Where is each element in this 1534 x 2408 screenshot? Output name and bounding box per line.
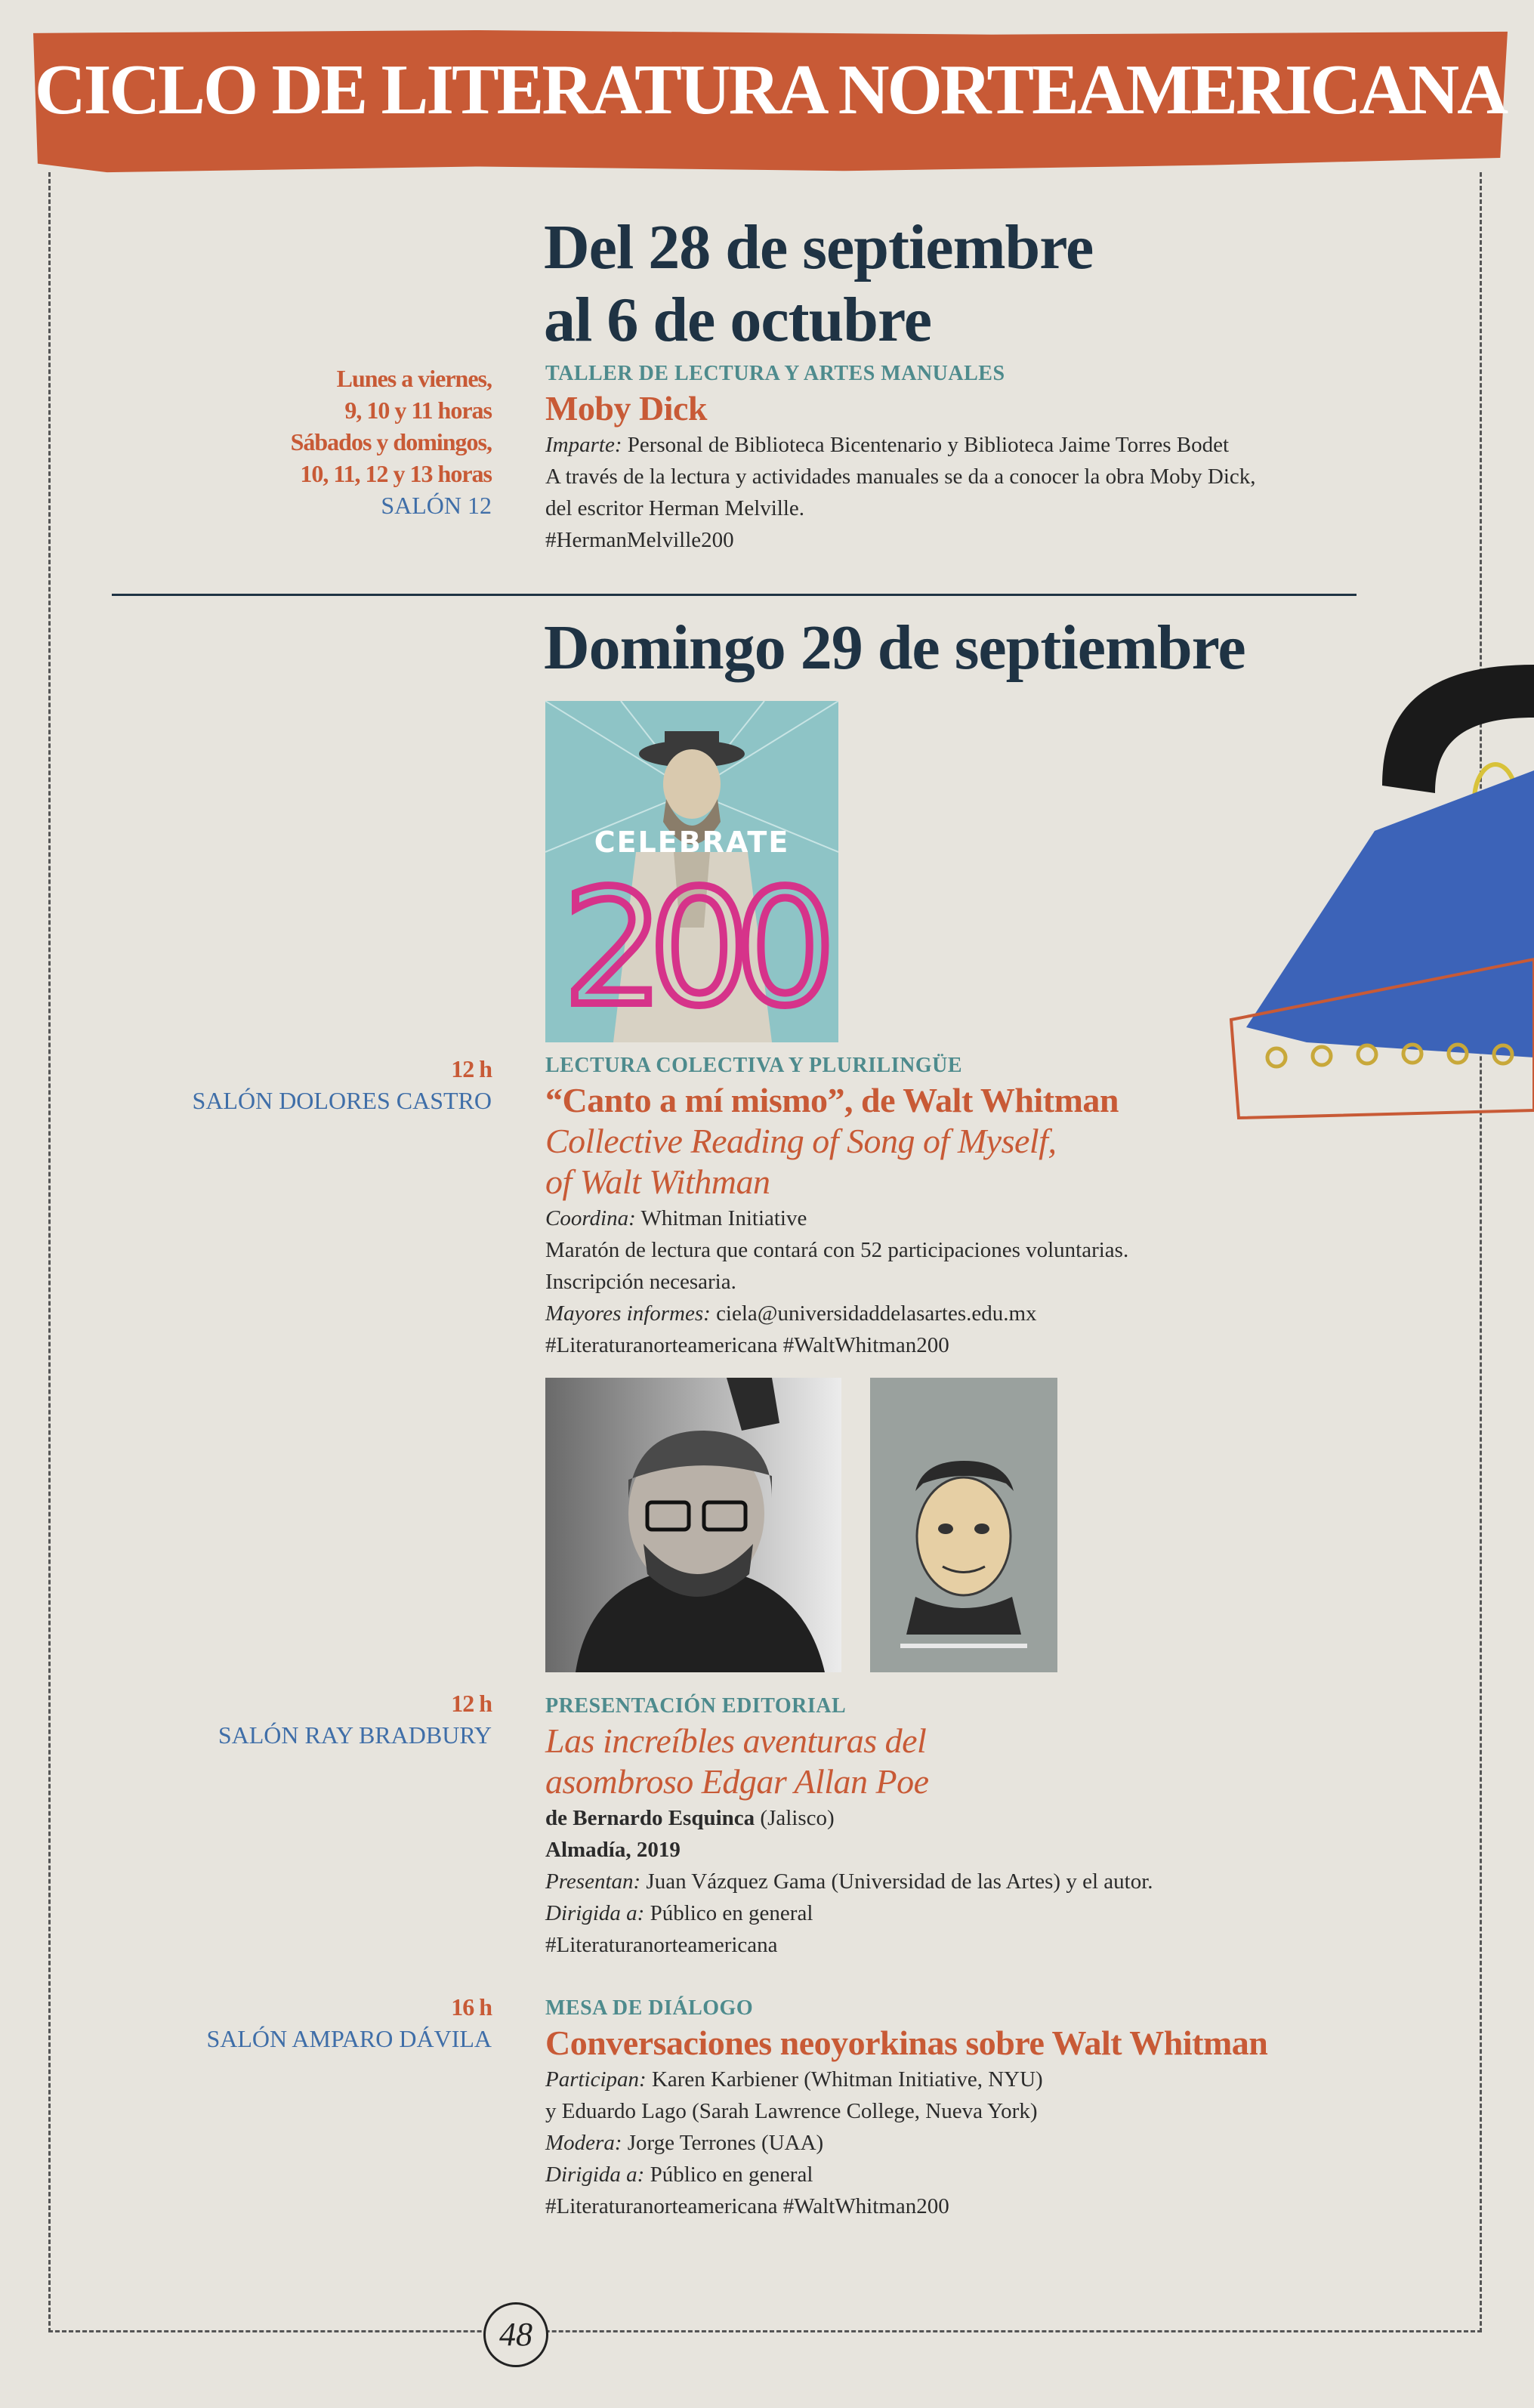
- event-description: del escritor Herman Melville.: [545, 496, 805, 520]
- event-publisher: Almadía, 2019: [545, 1838, 681, 1862]
- event-description: Inscripción necesaria.: [545, 1270, 736, 1294]
- book-cover-poe: [870, 1378, 1057, 1672]
- date-line-2: al 6 de octubre: [544, 285, 932, 355]
- event-participan: Participan: Karen Karbiener (Whitman Initiative, NYU): [545, 2067, 1043, 2092]
- event-imparte: Imparte: Personal de Biblioteca Bicentenario y Biblioteca Jaime Torres Bodet: [545, 433, 1230, 457]
- room-label: SALÓN AMPARO DÁVILA: [206, 2025, 492, 2052]
- section-divider: [112, 594, 1357, 596]
- schedule-line: 9, 10 y 11 horas: [344, 397, 492, 424]
- whitman-celebrate-poster: [545, 701, 838, 1042]
- schedule-line: 10, 11, 12 y 13 horas: [300, 460, 492, 487]
- date-heading-2: Domingo 29 de septiembre: [544, 613, 1245, 683]
- event-audience: Dirigida a: Público en general: [545, 1901, 813, 1925]
- author-photo: [545, 1378, 841, 1672]
- event-author: de Bernardo Esquinca (Jalisco): [545, 1806, 835, 1830]
- event-audience: Dirigida a: Público en general: [545, 2163, 813, 2187]
- event-title: Las increíbles aventuras del: [545, 1721, 927, 1760]
- event-moby-dick: [545, 360, 1482, 556]
- schedule-block-4: [69, 1991, 492, 2055]
- schedule-line: Sábados y domingos,: [290, 428, 492, 455]
- poster-number-text: 200: [563, 856, 821, 1041]
- event-info: Mayores informes: ciela@universidaddelasartes.edu.mx: [545, 1301, 1037, 1326]
- room-label: SALÓN RAY BRADBURY: [218, 1721, 492, 1749]
- date-heading-1: [544, 211, 1093, 357]
- schedule-block-3: [69, 1687, 492, 1751]
- date-line-1: Del 28 de septiembre: [544, 212, 1094, 282]
- event-subtitle: of Walt Withman: [545, 1162, 770, 1201]
- page-number: 48: [483, 2302, 548, 2367]
- event-poe-presentation: [545, 1692, 1482, 1961]
- event-presentan: Presentan: Juan Vázquez Gama (Universidad de las Artes) y el autor.: [545, 1869, 1153, 1894]
- event-description: Maratón de lectura que contará con 52 participaciones voluntarias.: [545, 1238, 1129, 1262]
- poster-celebrate-text: CELEBRATE: [594, 826, 790, 859]
- event-category: TALLER DE LECTURA Y ARTES MANUALES: [545, 362, 1005, 385]
- event-title: Moby Dick: [545, 389, 707, 428]
- event-title: asombroso Edgar Allan Poe: [545, 1762, 929, 1801]
- event-hashtag: #Literaturanorteamericana #WaltWhitman200: [545, 2194, 949, 2218]
- room-label: SALÓN 12: [381, 492, 492, 519]
- event-hashtag: #HermanMelville200: [545, 528, 734, 552]
- event-title: “Canto a mí mismo”, de Walt Whitman: [545, 1081, 1119, 1119]
- event-participan-2: y Eduardo Lago (Sarah Lawrence College, Nueva York): [545, 2099, 1038, 2123]
- event-coordina: Coordina: Whitman Initiative: [545, 1206, 807, 1230]
- schedule-block-2: [69, 1053, 492, 1116]
- event-time: 12 h: [451, 1055, 492, 1082]
- event-hashtag: #Literaturanorteamericana: [545, 1933, 778, 1957]
- event-hashtag: #Literaturanorteamericana #WaltWhitman200: [545, 1333, 949, 1357]
- event-modera: Modera: Jorge Terrones (UAA): [545, 2131, 824, 2155]
- event-time: 12 h: [451, 1690, 492, 1717]
- event-category: PRESENTACIÓN EDITORIAL: [545, 1694, 847, 1718]
- schedule-block-1: [69, 363, 492, 521]
- event-conversaciones: [545, 1994, 1482, 2222]
- schedule-line: Lunes a viernes,: [336, 365, 492, 392]
- event-canto-a-mi-mismo: [545, 1051, 1482, 1361]
- event-category: MESA DE DIÁLOGO: [545, 1996, 754, 2020]
- event-time: 16 h: [451, 1993, 492, 2021]
- event-title: Conversaciones neoyorkinas sobre Walt Whitman: [545, 2024, 1268, 2062]
- room-label: SALÓN DOLORES CASTRO: [192, 1087, 492, 1114]
- event-subtitle: Collective Reading of Song of Myself,: [545, 1122, 1057, 1160]
- event-description: A través de la lectura y actividades manuales se da a conocer la obra Moby Dick,: [545, 465, 1256, 489]
- page-title: CICLO DE LITERATURA NORTEAMERICANA: [34, 51, 1507, 129]
- event-category: LECTURA COLECTIVA Y PLURILINGÜE: [545, 1054, 963, 1077]
